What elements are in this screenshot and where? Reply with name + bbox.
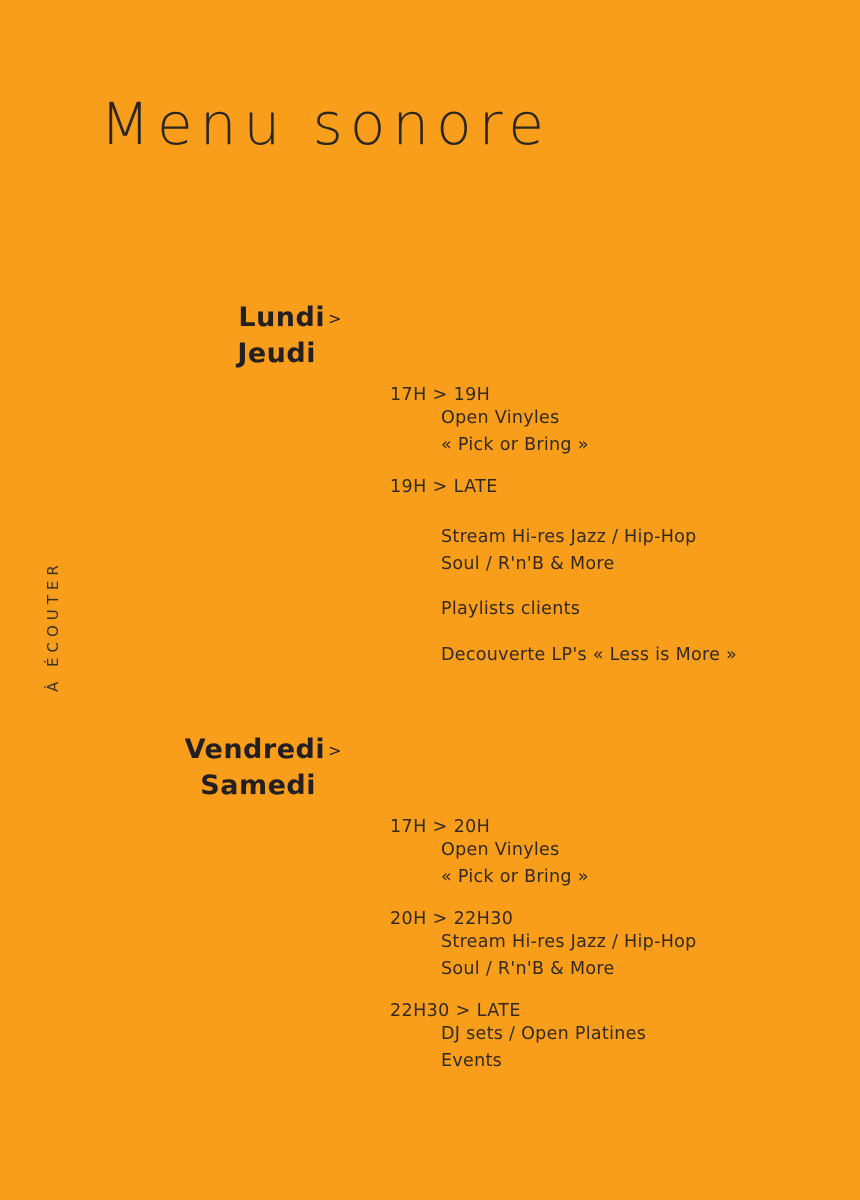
- schedule-slot: [390, 817, 830, 890]
- day-heading-line2: Samedi: [200, 770, 316, 801]
- day-heading-vendredi-samedi: [22, 734, 342, 801]
- slot-time: 20H > 22H30: [390, 909, 514, 930]
- spacer: [441, 623, 830, 642]
- slot-item-list: [441, 405, 830, 458]
- slot-item: DJ sets / Open Platines: [441, 1024, 647, 1045]
- spacer: [390, 497, 830, 524]
- day-heading-line1-text: Lundi: [238, 302, 326, 333]
- slot-item: « Pick or Bring »: [441, 866, 589, 887]
- slot-time: 17H > 19H: [390, 385, 491, 405]
- slot-item-list: [441, 837, 830, 890]
- schedule-slot: [390, 909, 830, 982]
- slot-item-list: [441, 524, 830, 668]
- slot-item: Playlists clients: [441, 599, 581, 620]
- day-heading-line2: Jeudi: [237, 338, 316, 369]
- day-heading-line1: [22, 734, 342, 765]
- slot-item: Soul / R'n'B & More: [441, 553, 615, 574]
- slot-item-list: [441, 929, 830, 982]
- schedule-slot: [390, 385, 830, 458]
- schedule-group-vendredi-samedi: [390, 817, 830, 1075]
- slot-item: « Pick or Bring »: [441, 434, 589, 455]
- vertical-side-label: À ÉCOUTER: [44, 560, 62, 692]
- schedule-slot: [390, 1001, 830, 1074]
- page-title: Menu sonore: [100, 90, 551, 158]
- slot-item: Soul / R'n'B & More: [441, 958, 615, 979]
- spacer: [390, 458, 830, 477]
- arrow-icon: >: [328, 309, 342, 328]
- day-heading-line1: [22, 302, 342, 333]
- schedule-slot: [390, 477, 830, 668]
- slot-time: 22H30 > LATE: [390, 1001, 521, 1022]
- schedule-group-lundi-jeudi: [390, 385, 830, 669]
- day-heading-line1-text: Vendredi: [184, 734, 326, 765]
- slot-time: 19H > LATE: [390, 477, 498, 498]
- spacer: [441, 577, 830, 596]
- arrow-icon: >: [328, 741, 342, 760]
- slot-time: 17H > 20H: [390, 817, 491, 837]
- slot-item: Stream Hi-res Jazz / Hip-Hop: [441, 527, 697, 548]
- slot-item: Decouverte LP's « Less is More »: [441, 644, 738, 665]
- slot-item: Open Vinyles: [441, 840, 560, 860]
- day-heading-lundi-jeudi: [22, 302, 342, 369]
- spacer: [390, 890, 830, 909]
- slot-item: Open Vinyles: [441, 408, 560, 428]
- slot-item-list: [441, 1021, 830, 1074]
- spacer: [390, 982, 830, 1001]
- slot-item: Stream Hi-res Jazz / Hip-Hop: [441, 932, 697, 953]
- slot-item: Events: [441, 1050, 503, 1071]
